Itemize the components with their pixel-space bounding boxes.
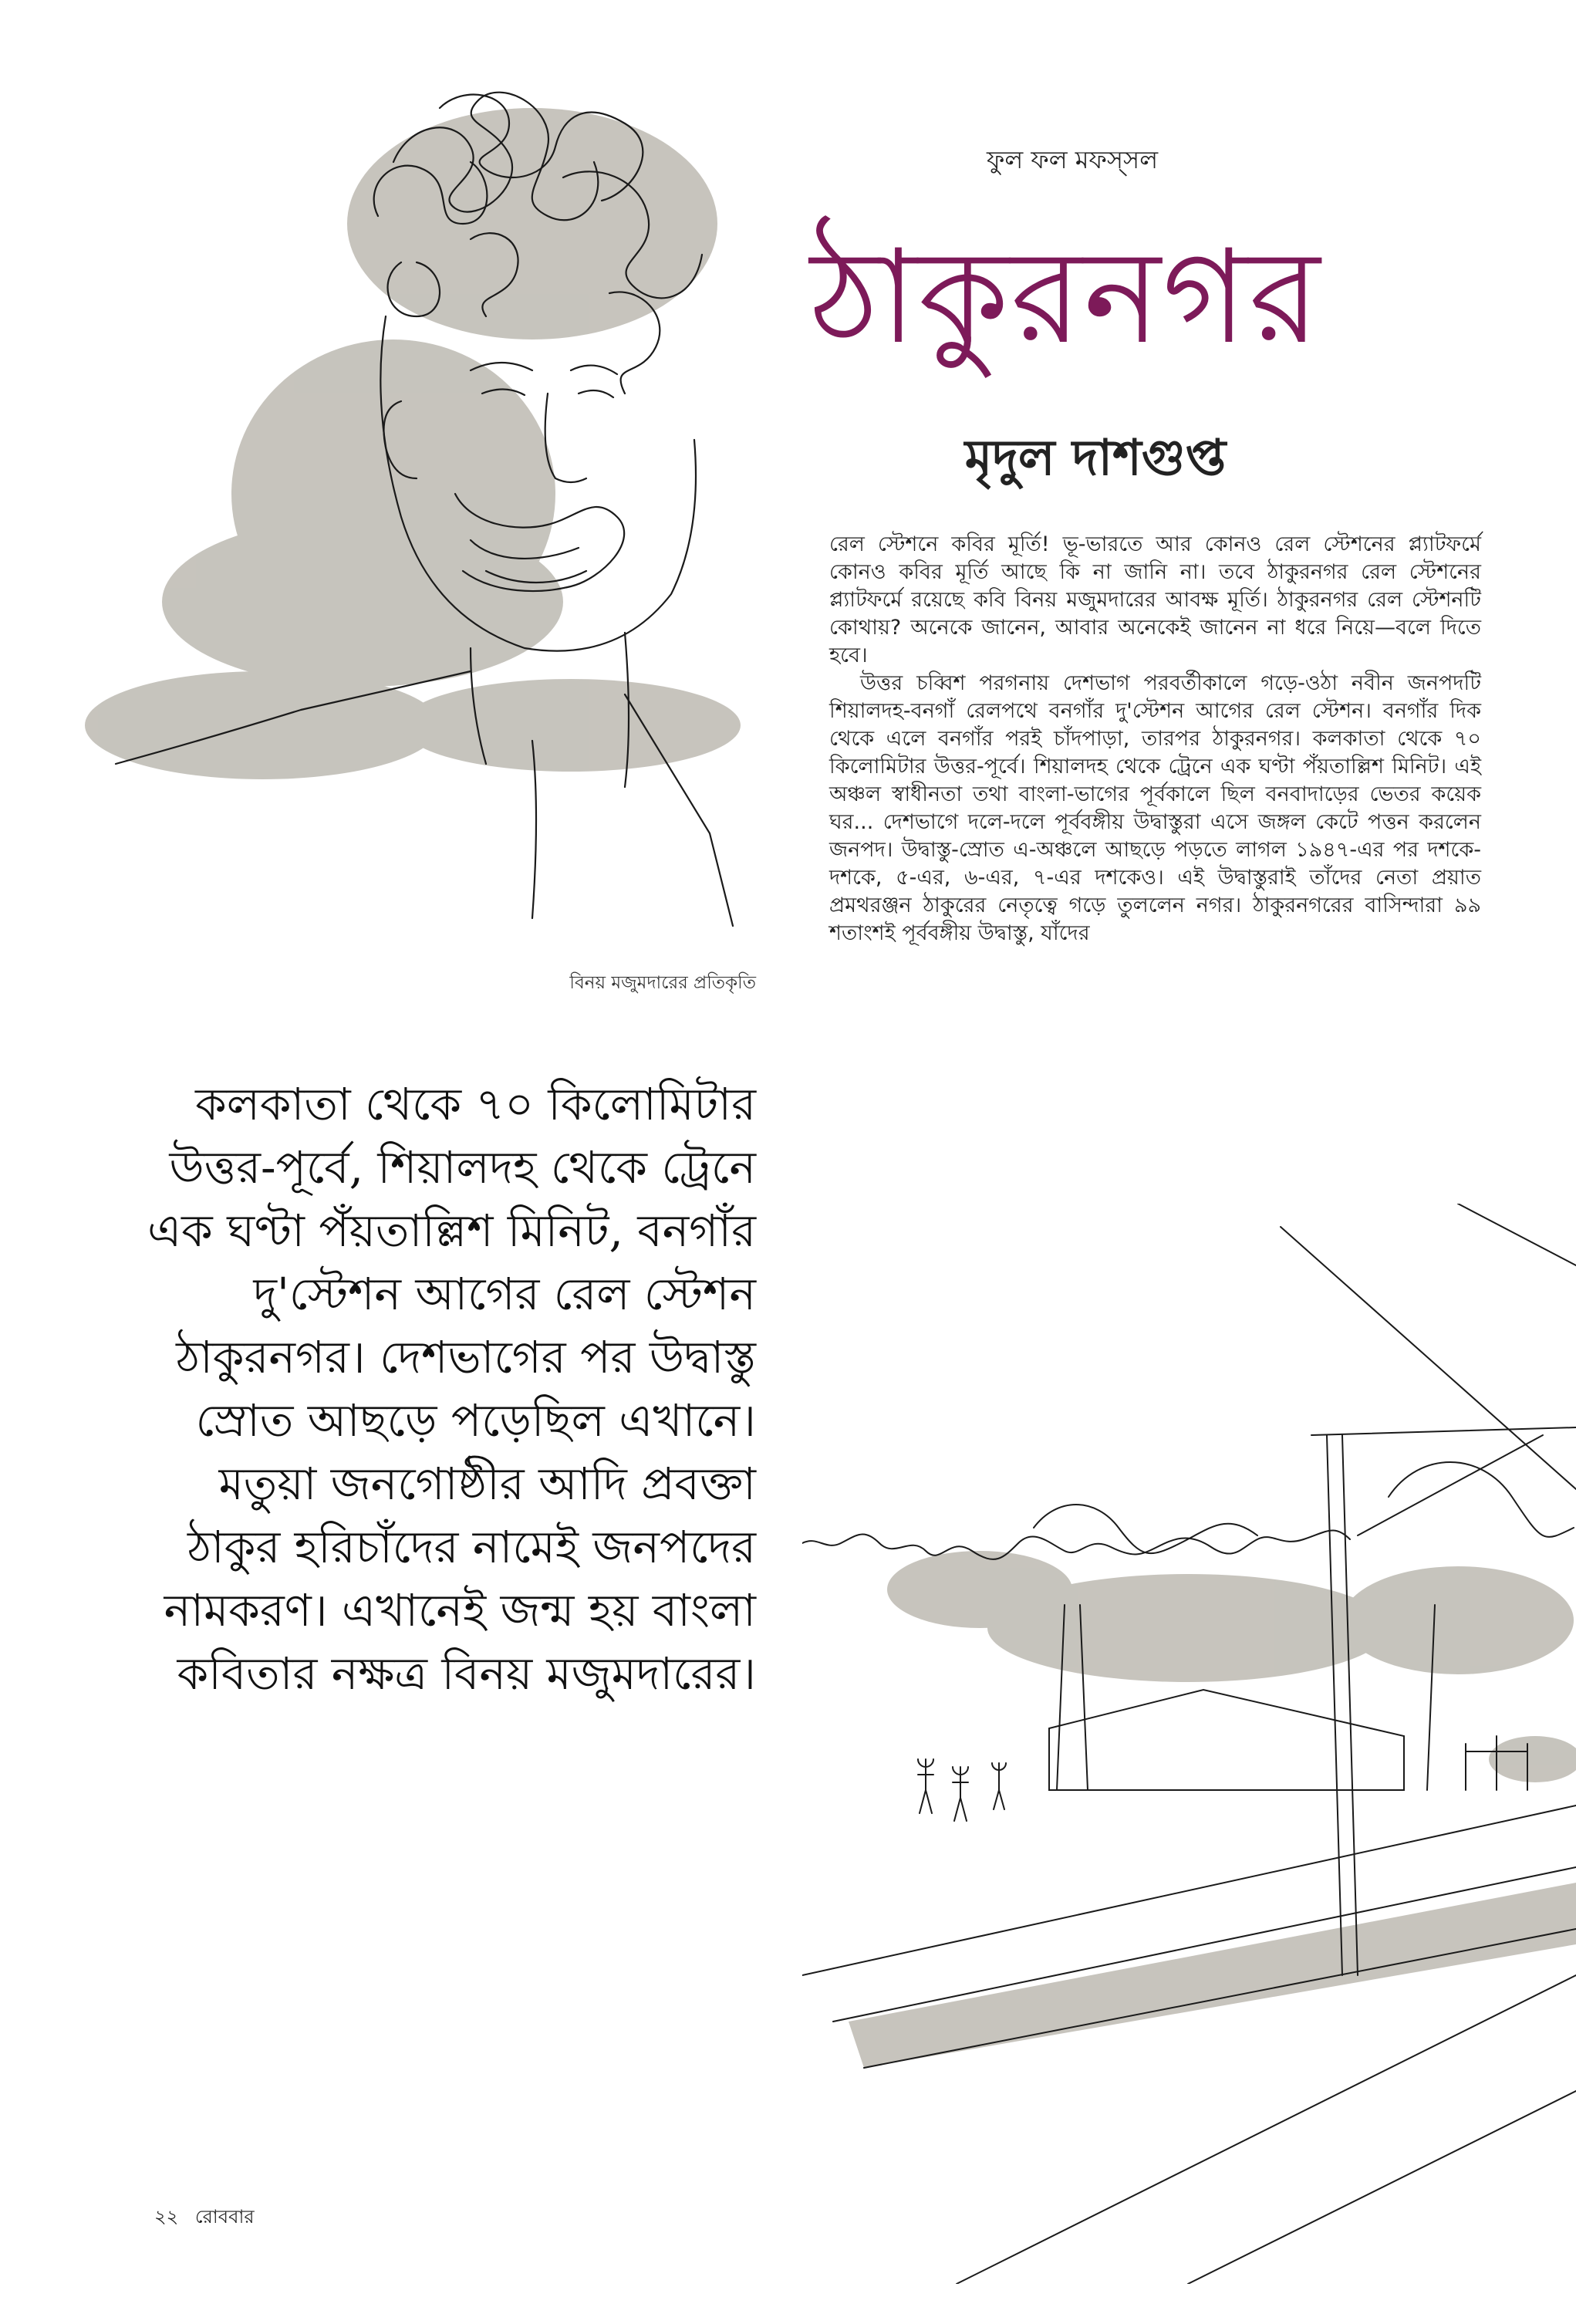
article-body <box>829 531 1481 948</box>
magazine-name: রোববার <box>194 2206 255 2228</box>
article-title: ঠাকুরনগর <box>810 221 1322 373</box>
page-footer <box>154 2203 463 2234</box>
article-paragraph: উত্তর চব্বিশ পরগনায় দেশভাগ পরবর্তীকালে গড়ে-ওঠা নবীন জনপদটি শিয়ালদহ-বনগাঁ রেলপথে বনগাঁর দু'স্টেশন আগের রেল স্টেশন। বনগাঁর দিক থেকে এলে বনগাঁর পরই চাঁদপাড়া, তারপর ঠাকুরনগর। কলকাতা থেকে ৭০ কিলোমিটার উত্তর-পূর্বে। শিয়ালদহ থেকে ট্রেনে এক ঘণ্টা পঁয়তাল্লিশ মিনিট। এই অঞ্চল স্বাধীনতা তথা বাংলা-ভাগের পূর্বকালে ছিল বনবাদাড়ের ভেতর কয়েক ঘর... দেশভাগে দলে-দলে পূর্ববঙ্গীয় উদ্বাস্তুরা এসে জঙ্গল কেটে পত্তন করলেন জনপদ। উদ্বাস্তু-স্রোত এ-অঞ্চলে আছড়ে পড়তে লাগল ১৯৪৭-এর পর দশকে-দশকে, ৫-এর, ৬-এর, ৭-এর দশকেও। এই উদ্বাস্তুরাই তাঁদের নেতা প্রয়াত প্রমথরঞ্জন ঠাকুরের নেতৃত্বে গড়ে তুললেন নগর। ঠাকুরনগরের বাসিন্দারা ৯৯ শতাংশই পূর্ববঙ্গীয় উদ্বাস্তু, যাঁদের <box>829 671 1481 945</box>
author-name: মৃদুল দাশগুপ্ত <box>964 430 1227 487</box>
pull-quote: কলকাতা থেকে ৭০ কিলোমিটার উত্তর-পূর্বে, শিয়ালদহ থেকে ট্রেনে এক ঘণ্টা পঁয়তাল্লিশ মিনিট, বনগাঁর দু'স্টেশন আগের রেল স্টেশন ঠাকুরনগর। দেশভাগের পর উদ্বাস্তু স্রোত আছড়ে পড়েছিল এখানে। মতুয়া জনগোষ্ঠীর আদি প্রবক্তা ঠাকুর হরিচাঁদের নামেই জনপদের নামকরণ। এখানেই জন্ম হয় বাংলা কবিতার নক্ষত্র বিনয় মজুমদারের। <box>147 1078 756 1700</box>
station-illustration <box>802 1204 1576 2284</box>
page-number: ২২ <box>154 2206 179 2228</box>
section-label: ফুল ফল মফস্‌সল <box>986 145 1159 174</box>
article-paragraph: রেল স্টেশনে কবির মূর্তি! ভূ-ভারতে আর কোনও রেল স্টেশনের প্ল্যাটফর্মে কোনও কবির মূর্তি আছে কি না জানি না। তবে ঠাকুরনগর রেল স্টেশনের প্ল্যাটফর্মে রয়েছে কবি বিনয় মজুমদারের আবক্ষ মূর্তি। ঠাকুরনগর রেল স্টেশনটি কোথায়? অনেকে জানেন, আবার অনেকেই জানেন না ধরে নিয়ে—বলে দিতে হবে। <box>829 532 1481 667</box>
portrait-caption: বিনয় মজুমদারের প্রতিকৃতি <box>569 973 756 993</box>
portrait-illustration <box>69 62 787 941</box>
